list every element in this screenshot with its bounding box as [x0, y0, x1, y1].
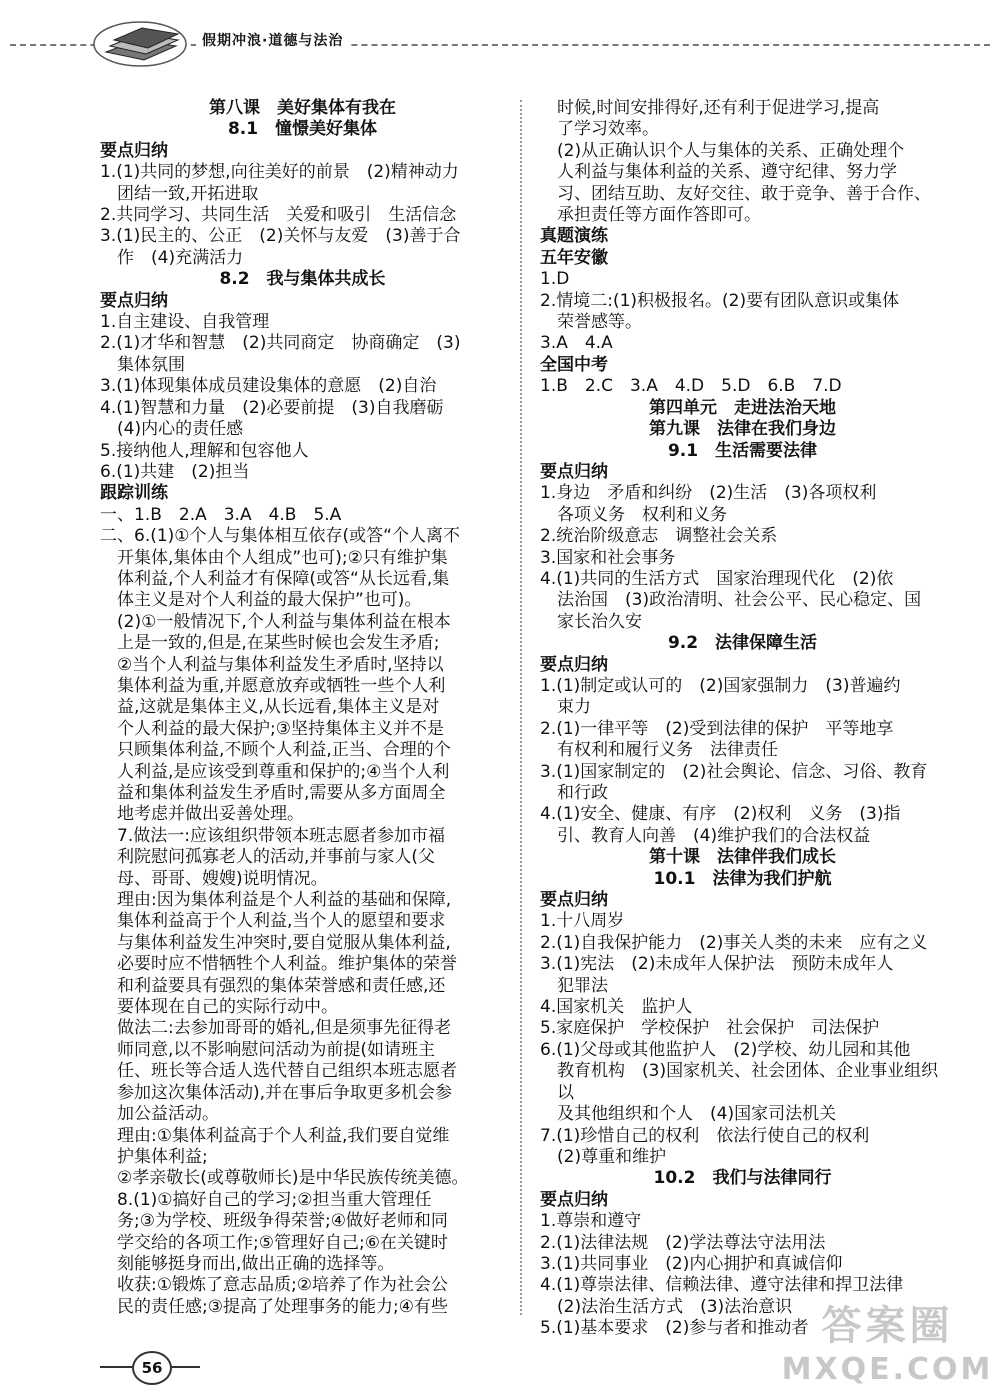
section-heading: 全国中考 — [540, 354, 608, 375]
answer-line: 2.统治阶级意志 调整社会关系 — [540, 526, 778, 547]
answer-line: 要体现在自己的实际行动中。 — [117, 997, 338, 1018]
answer-line: 上是一致的,但是,在某些时候也会发生矛盾; — [117, 633, 440, 654]
left-column — [100, 98, 505, 1318]
section-title: 10.2 我们与法律同行 — [653, 1168, 832, 1189]
answer-line: 1.身边 矛盾和纠纷 (2)生活 (3)各项权利 — [540, 483, 877, 504]
section-title: 第八课 美好集体有我在 — [209, 98, 396, 118]
answer-line: 6.(1)共建 (2)担当 — [100, 461, 250, 482]
answer-line: ②孝亲敬长(或尊敬师长)是中华民族传统美德。 — [117, 1168, 469, 1189]
answer-line: 7.(1)珍惜自己的权利 依法行使自己的权利 — [540, 1125, 870, 1146]
section-heading: 要点归纳 — [100, 140, 168, 161]
section-title: 9.1 生活需要法律 — [667, 440, 818, 461]
answer-line: 务;③为学校、班级争得荣誉;④做好老师和同 — [117, 1211, 448, 1232]
answer-line: 2.共同学习、共同生活 关爱和吸引 生活信念 — [100, 205, 457, 226]
section-title: 第九课 法律在我们身边 — [649, 419, 836, 440]
answer-line: 1.(1)制定或认可的 (2)国家强制力 (3)普遍约 — [540, 675, 901, 696]
answer-line: 家长治久安 — [557, 611, 642, 632]
answer-line: 体利益,个人利益才有保障(或答“从长远看,集 — [117, 568, 450, 589]
answer-line: 3.(1)体现集体成员建设集体的意愿 (2)自治 — [100, 376, 437, 397]
section-heading: 要点归纳 — [540, 890, 608, 911]
section-heading: 要点归纳 — [540, 654, 608, 675]
answer-line: 犯罪法 — [557, 975, 608, 996]
answer-line: 5.(1)基本要求 (2)参与者和推动者 — [540, 1318, 809, 1339]
answer-line: 4.(1)尊崇法律、信赖法律、遵守法律和捍卫法律 — [540, 1275, 904, 1296]
answer-line: 体主义是对个人利益的最大保护”也可)。 — [117, 590, 422, 611]
answer-line: 4.(1)安全、健康、有序 (2)权利 义务 (3)指 — [540, 804, 901, 825]
answer-line: 任、班长等合适人选代替自己组织本班志愿者 — [117, 1061, 457, 1082]
answer-line: 学交给的各项工作;⑤管理好自己;⑥在关键时 — [117, 1232, 448, 1253]
answer-line: 团结一致,开拓进取 — [117, 183, 259, 204]
answer-line: 4.(1)智慧和力量 (2)必要前提 (3)自我磨砺 — [100, 397, 444, 418]
answer-line: 各项义务 权利和义务 — [557, 504, 727, 525]
answer-line: 做法二:去参加哥哥的婚礼,但是须事先征得老 — [117, 1018, 452, 1039]
answer-line: 护集体利益; — [117, 1146, 208, 1167]
answer-line: 二、6.(1)①个人与集体相互依存(或答“个人离不 — [100, 526, 460, 547]
answer-line: 法治国 (3)政治清明、社会公平、民心稳定、国 — [557, 590, 922, 611]
answer-line: 有权利和履行义务 法律责任 — [557, 740, 778, 761]
answer-line: ②当个人利益与集体利益发生矛盾时,坚持以 — [117, 654, 444, 675]
answer-line: 集体利益为重,并愿意放弃或牺牲一些个人利 — [117, 675, 446, 696]
answer-line: 利院慰问孤寡老人的活动,并事前与家人(父 — [117, 847, 436, 868]
answer-line: 益和集体利益发生矛盾时,需要从多方面周全 — [117, 783, 446, 803]
answer-line: 与集体利益发生冲突时,要自觉服从集体利益, — [117, 932, 451, 953]
answer-line: 5.接纳他人,理解和包容他人 — [100, 440, 309, 461]
answer-line: 2.(1)法律法规 (2)学法尊法守法用法 — [540, 1232, 826, 1253]
section-heading: 要点归纳 — [100, 290, 168, 311]
section-heading: 五年安徽 — [540, 247, 608, 268]
answer-line: 1.B 2.C 3.A 4.D 5.D 6.B 7.D — [540, 376, 842, 397]
answer-line: 束力 — [557, 697, 591, 718]
answer-line: (2)①一般情况下,个人利益与集体利益在根本 — [117, 611, 451, 632]
answer-line: 只顾集体利益,不顾个人利益,正当、合理的个 — [117, 740, 451, 761]
answer-line: 3.国家和社会事务 — [540, 547, 676, 568]
answer-line: 开集体,集体由个人组成”也可);②只有维护集 — [117, 547, 448, 568]
column-divider — [520, 100, 522, 1315]
answer-line: 1.尊崇和遵守 — [540, 1211, 642, 1232]
section-title: 第四单元 走进法治天地 — [649, 397, 836, 418]
answer-line: (2)从正确认识个人与集体的关系、正确处理个 — [557, 140, 905, 161]
answer-line: 4.国家机关 监护人 — [540, 997, 693, 1018]
answer-line: 益,这就是集体主义,从长远看,集体主义是对 — [117, 697, 440, 718]
section-heading: 跟踪训练 — [100, 483, 168, 504]
answer-line: 1.(1)共同的梦想,向往美好的前景 (2)精神动力 — [100, 162, 459, 183]
answer-line: 时候,时间安排得好,还有利于促进学习,提高 — [557, 98, 880, 118]
answer-line: 3.(1)民主的、公正 (2)关怀与友爱 (3)善于合 — [100, 226, 461, 247]
answer-line: 集体氛围 — [117, 354, 185, 375]
answer-line: 承担责任等方面作答即可。 — [557, 205, 761, 226]
answer-line: 加公益活动。 — [117, 1104, 219, 1125]
answer-line: 一、1.B 2.A 3.A 4.B 5.A — [100, 504, 342, 525]
answer-line: 5.家庭保护 学校保护 社会保护 司法保护 — [540, 1018, 880, 1039]
section-heading: 真题演练 — [540, 226, 608, 247]
page-header — [0, 0, 1000, 80]
answer-line: (2)法治生活方式 (3)法治意识 — [557, 1296, 793, 1317]
answer-line: (2)尊重和维护 — [557, 1146, 667, 1167]
section-title: 第十课 法律伴我们成长 — [649, 847, 836, 868]
answer-line: 理由:因为集体利益是个人利益的基础和保障, — [117, 890, 452, 911]
section-title: 8.1 憧憬美好集体 — [227, 119, 378, 140]
section-heading: 要点归纳 — [540, 461, 608, 482]
answer-line: 1.十八周岁 — [540, 911, 625, 932]
section-title: 9.2 法律保障生活 — [667, 633, 818, 654]
answer-line: 引、教育人向善 (4)维护我们的合法权益 — [557, 825, 871, 846]
answer-line: 个人利益的最大保护;③坚持集体主义并不是 — [117, 718, 444, 739]
answer-line: 1.D — [540, 269, 570, 290]
answer-line: 及其他组织和个人 (4)国家司法机关 — [557, 1104, 837, 1125]
answer-line: 集体利益高于个人利益,当个人的愿望和要求 — [117, 911, 446, 932]
answer-line: 母、哥哥、嫂嫂)说明情况。 — [117, 868, 328, 889]
section-title: 8.2 我与集体共成长 — [219, 269, 386, 290]
answer-line: 1.自主建设、自我管理 — [100, 312, 270, 333]
header-title: 假期冲浪·道德与法治 — [196, 30, 349, 50]
answer-line: 2.情境二:(1)积极报名。(2)要有团队意识或集体 — [540, 290, 900, 311]
section-heading: 要点归纳 — [540, 1189, 608, 1210]
answer-line: 2.(1)才华和智慧 (2)共同商定 协商确定 (3) — [100, 333, 461, 354]
answer-line: 习、团结互助、友好交往、敢于竞争、善于合作、 — [557, 183, 931, 204]
answer-line: 地考虑并做出妥善处理。 — [117, 804, 304, 825]
answer-line: 和利益要具有强烈的集体荣誉感和责任感,还 — [117, 975, 446, 996]
answer-line: 了学习效率。 — [557, 119, 659, 140]
answer-line: 收获:①锻炼了意志品质;②培养了作为社会公 — [117, 1275, 448, 1296]
answer-line: 3.A 4.A — [540, 333, 613, 354]
answer-line: 作 (4)充满活力 — [117, 247, 244, 268]
answer-line: 人利益与集体利益的关系、遵守纪律、努力学 — [557, 162, 897, 183]
answer-line: 刻能够挺身而出,做出正确的选择等。 — [117, 1253, 395, 1274]
answer-line: 师同意,以不影响慰问活动为前提(如请班主 — [117, 1039, 436, 1060]
answer-line: 人利益,是应该受到尊重和保护的;④当个人利 — [117, 761, 450, 782]
answer-line: 参加这次集体活动),并在事后争取更多机会参 — [117, 1082, 453, 1103]
answer-line: 3.(1)宪法 (2)未成年人保护法 预防未成年人 — [540, 954, 894, 975]
answer-line: 2.(1)自我保护能力 (2)事关人类的未来 应有之义 — [540, 932, 928, 953]
answer-line: 理由:①集体利益高于个人利益,我们要自觉维 — [117, 1125, 450, 1146]
answer-line: 教育机构 (3)国家机关、社会团体、企业事业组织以 — [557, 1061, 939, 1103]
book-icon — [92, 10, 188, 68]
answer-line: 民的责任感;③提高了处理事务的能力;④有些 — [117, 1296, 448, 1317]
answer-line: 8.(1)①搞好自己的学习;②担当重大管理任 — [117, 1189, 432, 1210]
right-column — [540, 98, 945, 1340]
answer-line: 3.(1)共同事业 (2)内心拥护和真诚信仰 — [540, 1253, 843, 1274]
page-number-badge — [100, 1350, 200, 1386]
answer-line: 7.做法一:应该组织带领本班志愿者参加市福 — [117, 825, 445, 846]
answer-line: 4.(1)共同的生活方式 国家治理现代化 (2)依 — [540, 568, 894, 589]
answer-line: 荣誉感等。 — [557, 312, 642, 333]
answer-line: 2.(1)一律平等 (2)受到法律的保护 平等地享 — [540, 718, 894, 739]
answer-line: 和行政 — [557, 783, 608, 803]
answer-line: 6.(1)父母或其他监护人 (2)学校、幼儿园和其他 — [540, 1039, 911, 1060]
watermark-brand: 答案圈 — [821, 1303, 954, 1349]
watermark-domain: MXQE.COM — [781, 1352, 994, 1387]
answer-line: 3.(1)国家制定的 (2)社会舆论、信念、习俗、教育 — [540, 761, 928, 782]
answer-line: (4)内心的责任感 — [117, 419, 244, 440]
page-number: 56 — [132, 1351, 172, 1385]
watermark-logo — [780, 1300, 995, 1395]
section-title: 10.1 法律为我们护航 — [653, 868, 832, 889]
answer-line: 必要时应不惜牺牲个人利益。维护集体的荣誉 — [117, 954, 457, 975]
